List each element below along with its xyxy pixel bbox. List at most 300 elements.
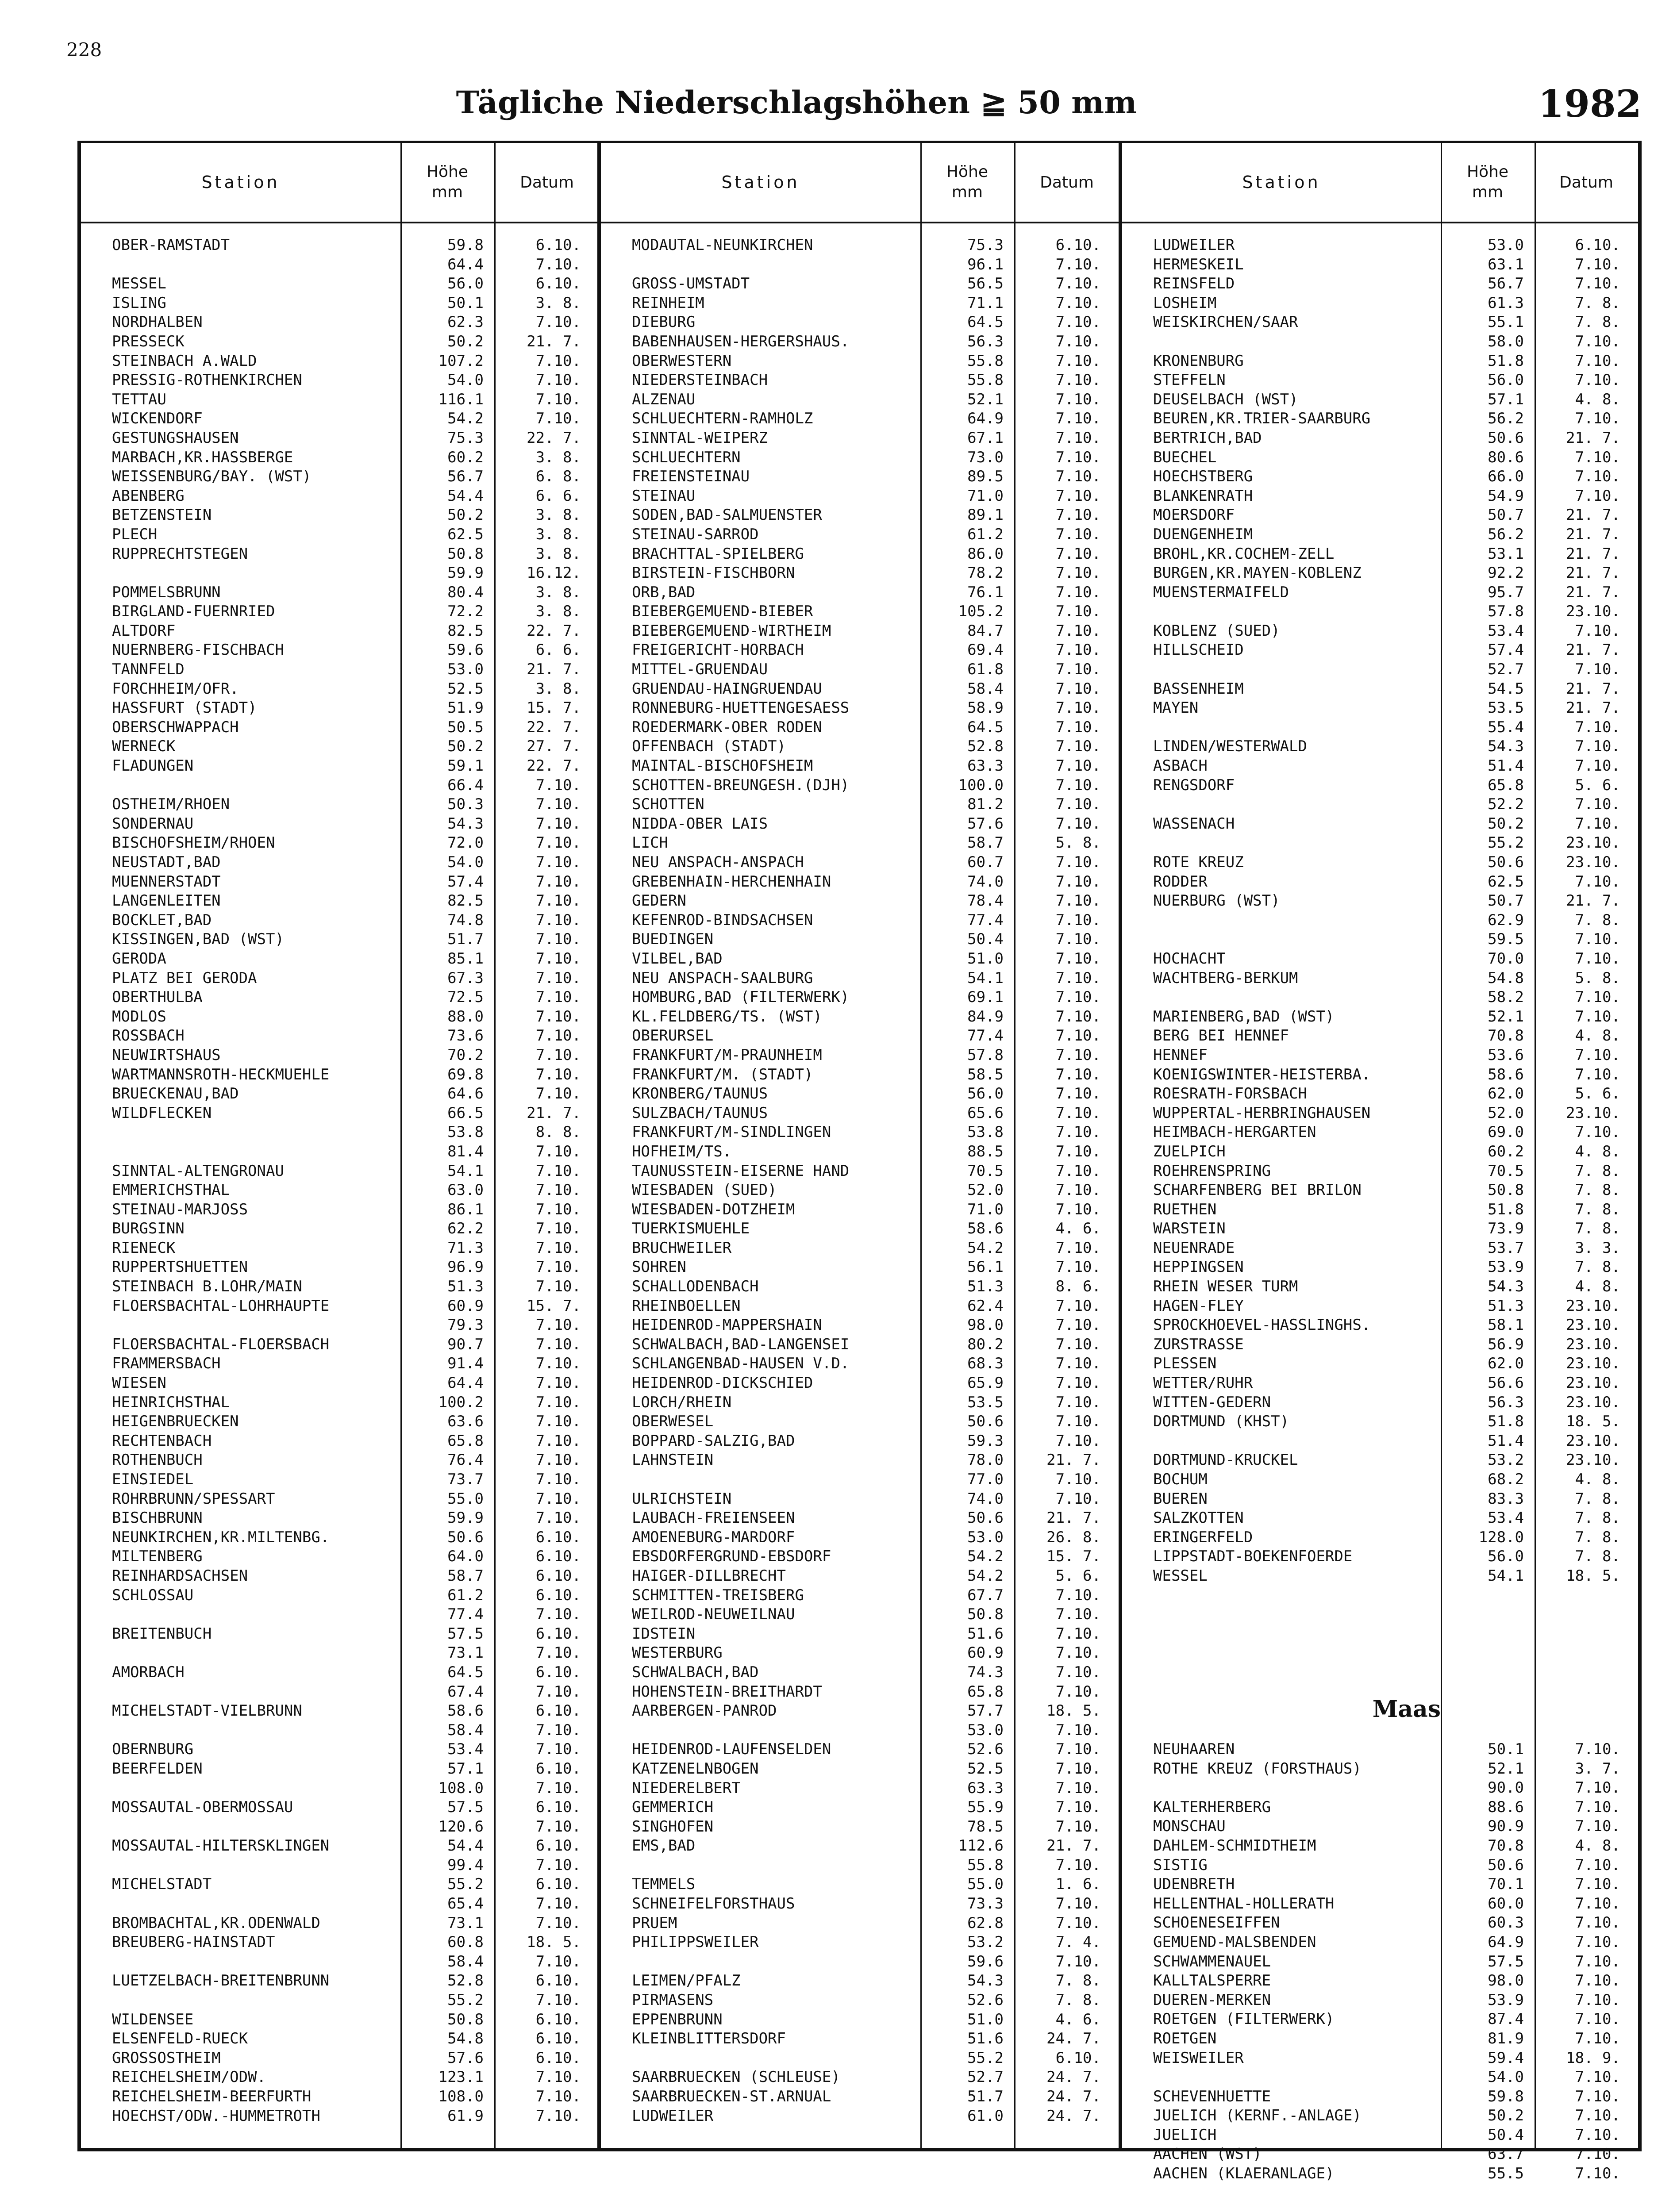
date-value: 24. 7. (1046, 2068, 1101, 2086)
date-value: 7.10. (1055, 1027, 1101, 1045)
date-value: 6.10. (535, 1663, 581, 1681)
date-value: 7.10. (1055, 1374, 1101, 1392)
date-value: 7.10. (1575, 1817, 1620, 1836)
table-row (81, 390, 600, 410)
date-value: 6.10. (535, 2010, 581, 2028)
precipitation-value: 52.2 (1488, 795, 1524, 814)
date-value: 7.10. (535, 814, 581, 833)
date-value: 24. 7. (1046, 2030, 1101, 2048)
date-value: 7. 8. (1575, 1528, 1620, 1546)
station-name: BASSENHEIM (1153, 680, 1244, 698)
station-name: HILLSCHEID (1153, 641, 1244, 659)
station-name: SCHEVENHUETTE (1153, 2087, 1271, 2105)
station-name: ROEDERMARK-OBER RODEN (632, 718, 822, 736)
date-value: 15. 7. (527, 1297, 581, 1315)
date-value: 7.10. (1575, 988, 1620, 1006)
station-name: ROESRATH-FORSBACH (1153, 1085, 1307, 1103)
station-name: WIESBADEN (SUED) (632, 1181, 777, 1199)
precipitation-value: 69.1 (967, 988, 1004, 1006)
date-value: 7.10. (1575, 332, 1620, 350)
date-value: 4. 6. (1055, 1220, 1101, 1238)
precipitation-value: 51.8 (1488, 1200, 1524, 1218)
precipitation-value: 63.7 (1488, 2145, 1524, 2163)
precipitation-value: 59.3 (967, 1432, 1004, 1450)
date-value: 7.10. (1055, 1162, 1101, 1180)
precipitation-value: 89.1 (967, 506, 1004, 524)
table-row (601, 1547, 1119, 1567)
station-name: ALTDORF (112, 622, 176, 640)
precipitation-value: 116.1 (438, 390, 484, 408)
table-row (1122, 1297, 1638, 1316)
station-rows-2 (601, 236, 1119, 2126)
date-value: 23.10. (1566, 1374, 1620, 1392)
date-value: 7.10. (1055, 1239, 1101, 1257)
date-value: 7. 8. (1575, 1181, 1620, 1199)
date-value: 7.10. (535, 2107, 581, 2125)
table-row (81, 1354, 600, 1374)
station-name: LUDWEILER (632, 2107, 714, 2125)
precipitation-value: 75.3 (967, 236, 1004, 254)
station-name: LANGENLEITEN (112, 892, 221, 910)
precipitation-value: 50.6 (447, 1528, 484, 1546)
table-row (81, 1856, 600, 1875)
station-name: MODLOS (112, 1007, 166, 1025)
date-value: 18. 5. (1566, 1567, 1620, 1585)
date-value: 6.10. (535, 2030, 581, 2048)
date-value: 7.10. (535, 1914, 581, 1932)
table-row (81, 236, 600, 255)
table-row (81, 1624, 600, 1644)
table-row (1122, 2106, 1638, 2126)
station-name: GEMUEND-MALSBENDEN (1153, 1933, 1316, 1951)
precipitation-value: 56.9 (1488, 1335, 1524, 1353)
date-value: 7.10. (1055, 1914, 1101, 1932)
date-value: 7. 8. (1575, 1509, 1620, 1527)
station-name: SODEN,BAD-SALMUENSTER (632, 506, 822, 524)
station-name: HAIGER-DILLBRECHT (632, 1567, 786, 1585)
table-row (1122, 949, 1638, 969)
precipitation-value: 56.7 (1488, 275, 1524, 293)
table-row (601, 313, 1119, 332)
table-row (601, 1509, 1119, 1528)
date-value: 7.10. (535, 1471, 581, 1488)
panel-divider (1119, 143, 1122, 2151)
table-row (81, 1258, 600, 1277)
precipitation-value: 86.1 (447, 1200, 484, 1218)
date-value: 21. 7. (1566, 545, 1620, 563)
table-row (1122, 487, 1638, 506)
date-value: 7.10. (1055, 737, 1101, 756)
station-name: FORCHHEIM/OFR. (112, 680, 239, 698)
date-value: 7.10. (535, 1316, 581, 1334)
header-hoehe-label: Höhe (1466, 163, 1509, 181)
precipitation-value: 56.0 (967, 1085, 1004, 1103)
station-name: BEERFELDEN (112, 1759, 203, 1778)
precipitation-value: 55.8 (967, 1856, 1004, 1874)
station-name: OBERWESEL (632, 1413, 714, 1431)
table-row (1122, 1567, 1638, 1586)
table-row (601, 1162, 1119, 1181)
table-row (601, 969, 1119, 988)
header-hoehe (400, 143, 494, 222)
precipitation-value: 50.2 (447, 506, 484, 524)
date-value: 7.10. (1575, 1856, 1620, 1874)
station-name: SCHWAMMENAUEL (1153, 1952, 1271, 1970)
table-row (81, 371, 600, 390)
table-row (601, 1490, 1119, 1509)
table-row (601, 1644, 1119, 1663)
precipitation-value: 66.4 (447, 776, 484, 794)
table-row (81, 255, 600, 275)
table-row (601, 1875, 1119, 1894)
date-value: 3. 8. (535, 506, 581, 524)
table-row (601, 718, 1119, 737)
station-name: HEIDENROD-MAPPERSHAIN (632, 1316, 822, 1334)
table-row (601, 1451, 1119, 1470)
station-name: STEINBACH A.WALD (112, 352, 257, 370)
station-name: TEMMELS (632, 1875, 696, 1893)
date-value: 8. 8. (535, 1123, 581, 1141)
date-value: 3. 3. (1575, 1239, 1620, 1257)
station-name: ULRICHSTEIN (632, 1490, 732, 1508)
date-value: 7.10. (1055, 352, 1101, 370)
date-value: 23.10. (1566, 1355, 1620, 1373)
date-value: 7.10. (535, 1779, 581, 1797)
precipitation-value: 53.4 (1488, 622, 1524, 640)
precipitation-value: 59.9 (447, 1509, 484, 1527)
table-row (601, 2049, 1119, 2068)
station-name: SCHARFENBERG BEI BRILON (1153, 1181, 1362, 1199)
table-row (601, 1104, 1119, 1123)
precipitation-value: 64.4 (447, 255, 484, 273)
station-name: GEDERN (632, 892, 686, 910)
table-row (601, 506, 1119, 525)
station-name: ZUELPICH (1153, 1142, 1226, 1160)
station-name: BISCHBRUNN (112, 1509, 203, 1527)
table-row (1122, 1316, 1638, 1335)
precipitation-value: 58.5 (967, 1065, 1004, 1083)
table-row (1122, 352, 1638, 371)
table-row (81, 1952, 600, 1972)
precipitation-value: 51.0 (967, 2010, 1004, 2028)
precipitation-value: 65.6 (967, 1104, 1004, 1122)
date-value: 7.10. (535, 371, 581, 389)
station-name: EINSIEDEL (112, 1471, 194, 1488)
precipitation-value: 70.8 (1488, 1027, 1524, 1045)
date-value: 7.10. (1055, 1065, 1101, 1083)
table-row (601, 776, 1119, 795)
station-name: BUEDINGEN (632, 930, 714, 949)
table-row (1122, 1335, 1638, 1355)
station-name: NEUSTADT,BAD (112, 853, 221, 871)
date-value: 7.10. (535, 1220, 581, 1238)
date-value: 6.10. (535, 1875, 581, 1893)
precipitation-value: 61.0 (967, 2107, 1004, 2125)
date-value: 4. 8. (1575, 1278, 1620, 1296)
station-name: ASBACH (1153, 757, 1208, 775)
table-row (1122, 313, 1638, 332)
precipitation-value: 55.8 (967, 371, 1004, 389)
station-name: HEIDENROD-DICKSCHIED (632, 1374, 813, 1392)
table-row (601, 891, 1119, 911)
table-row (1122, 1162, 1638, 1181)
station-name: STEINBACH B.LOHR/MAIN (112, 1278, 302, 1296)
precipitation-value: 55.0 (967, 1875, 1004, 1893)
station-name: KOBLENZ (SUED) (1153, 622, 1280, 640)
table-row (601, 1084, 1119, 1104)
station-name: HELLENTHAL-HOLLERATH (1153, 1894, 1335, 1912)
table-row (81, 1779, 600, 1798)
station-name: OFFENBACH (STADT) (632, 737, 786, 756)
date-value: 6.10. (1055, 236, 1101, 254)
date-value: 7.10. (535, 1374, 581, 1392)
table-row (1122, 1104, 1638, 1123)
date-value: 7.10. (1055, 1644, 1101, 1662)
date-value: 24. 7. (1046, 2088, 1101, 2105)
precipitation-value: 57.4 (447, 872, 484, 891)
station-name: HEPPINGSEN (1153, 1258, 1244, 1276)
station-name: FREIGERICHT-HORBACH (632, 641, 804, 659)
station-name: WIESEN (112, 1374, 166, 1392)
precipitation-value: 58.7 (967, 834, 1004, 852)
date-value: 7.10. (1055, 603, 1101, 621)
date-value: 6.10. (535, 1567, 581, 1585)
precipitation-value: 54.1 (447, 1162, 484, 1180)
date-value: 7.10. (535, 1605, 581, 1624)
station-name: SAARBRUECKEN (SCHLEUSE) (632, 2068, 840, 2086)
table-row (81, 911, 600, 930)
table-row (601, 1470, 1119, 1490)
precipitation-value: 67.4 (447, 1682, 484, 1701)
precipitation-value: 50.2 (447, 332, 484, 350)
station-name: MICHELSTADT-VIELBRUNN (112, 1702, 302, 1720)
table-row (1122, 1971, 1638, 1991)
station-name: DORTMUND (KHST) (1153, 1413, 1289, 1431)
station-name: TUERKISMUEHLE (632, 1220, 750, 1238)
date-value: 7.10. (1575, 718, 1620, 736)
precipitation-value: 53.1 (1488, 545, 1524, 563)
table-row (81, 487, 600, 506)
precipitation-value: 54.4 (447, 487, 484, 505)
table-row (601, 1046, 1119, 1065)
date-value: 7.10. (1055, 622, 1101, 640)
precipitation-value: 53.8 (967, 1123, 1004, 1141)
date-value: 23.10. (1566, 1297, 1620, 1315)
station-name: KALTERHERBERG (1153, 1798, 1271, 1816)
table-row (601, 911, 1119, 930)
table-row (1122, 506, 1638, 525)
station-name: KATZENELNBOGEN (632, 1759, 759, 1778)
table-row (1122, 2126, 1638, 2145)
precipitation-value: 53.7 (1488, 1239, 1524, 1257)
station-name: MICHELSTADT (112, 1875, 212, 1893)
date-value: 7.10. (1055, 795, 1101, 814)
precipitation-value: 76.4 (447, 1451, 484, 1469)
precipitation-value: 62.0 (1488, 1085, 1524, 1103)
table-row (601, 236, 1119, 255)
table-row (601, 833, 1119, 853)
table-row (1122, 622, 1638, 641)
date-value: 7.10. (1575, 1065, 1620, 1083)
table-row (81, 2068, 600, 2087)
precipitation-value: 50.6 (967, 1413, 1004, 1431)
precipitation-value: 62.5 (447, 525, 484, 543)
station-name: MUENSTERMAIFELD (1153, 583, 1289, 601)
precipitation-value: 58.9 (967, 699, 1004, 717)
date-value: 7.10. (535, 313, 581, 331)
date-value: 7.10. (1575, 814, 1620, 833)
table-row (601, 2068, 1119, 2087)
station-name: SAARBRUECKEN-ST.ARNUAL (632, 2088, 831, 2105)
table-row (601, 1432, 1119, 1451)
table-row (601, 564, 1119, 583)
station-name: KOENIGSWINTER-HEISTERBA. (1153, 1065, 1371, 1083)
date-value: 7.10. (1055, 1586, 1101, 1604)
table-row (81, 718, 600, 737)
table-row (1122, 1875, 1638, 1894)
date-value: 3. 8. (535, 680, 581, 698)
precipitation-value: 107.2 (438, 352, 484, 370)
table-row (81, 1297, 600, 1316)
precipitation-value: 60.0 (1488, 1894, 1524, 1912)
date-value: 6.10. (535, 1837, 581, 1855)
date-value: 7.10. (535, 1085, 581, 1103)
date-value: 23.10. (1566, 1451, 1620, 1469)
date-value: 6.10. (535, 1972, 581, 1990)
station-name: ROHRBRUNN/SPESSART (112, 1490, 275, 1508)
precipitation-value: 77.4 (447, 1605, 484, 1624)
date-value: 7.10. (1055, 545, 1101, 563)
table-row (81, 467, 600, 487)
precipitation-value: 50.5 (447, 718, 484, 736)
date-value: 4. 8. (1575, 390, 1620, 408)
precipitation-value: 55.2 (447, 1875, 484, 1893)
date-value: 7.10. (1055, 429, 1101, 447)
date-value: 7.10. (1055, 1682, 1101, 1701)
station-name: AACHEN (KLAERANLAGE) (1153, 2165, 1335, 2183)
precipitation-value: 76.1 (967, 583, 1004, 601)
station-name: BOCKLET,BAD (112, 911, 212, 929)
precipitation-value: 72.2 (447, 603, 484, 621)
table-row (1122, 2010, 1638, 2029)
table-row (81, 891, 600, 911)
precipitation-value: 65.8 (1488, 776, 1524, 794)
table-row (1122, 236, 1638, 255)
table-row (1122, 641, 1638, 660)
table-row (601, 1798, 1119, 1817)
table-row (81, 1759, 600, 1779)
precipitation-value: 70.8 (1488, 1836, 1524, 1855)
station-rows-3 (1122, 236, 1638, 1586)
station-name: NORDHALBEN (112, 313, 203, 331)
station-name: ERINGERFELD (1153, 1528, 1253, 1546)
station-name: PIRMASENS (632, 1991, 714, 2009)
date-value: 7.10. (1055, 699, 1101, 717)
station-name: HOFHEIM/TS. (632, 1142, 732, 1160)
date-value: 7.10. (535, 1991, 581, 2009)
date-value: 7.10. (1055, 468, 1101, 486)
precipitation-value: 54.1 (967, 969, 1004, 987)
date-value: 7.10. (1575, 757, 1620, 775)
station-name: KLEINBLITTERSDORF (632, 2030, 786, 2048)
header-hoehe (920, 143, 1014, 222)
table-row (1122, 2068, 1638, 2087)
station-name: WESSEL (1153, 1567, 1208, 1585)
date-value: 21. 7. (1046, 1451, 1101, 1469)
date-value: 23.10. (1566, 834, 1620, 852)
table-row (81, 949, 600, 969)
station-name: SINGHOFEN (632, 1817, 714, 1836)
station-name: MOERSDORF (1153, 506, 1235, 524)
table-row (601, 737, 1119, 757)
station-name: KRONENBURG (1153, 352, 1244, 370)
station-name: UDENBRETH (1153, 1875, 1235, 1893)
table-row (81, 699, 600, 718)
station-name: MAINTAL-BISCHOFSHEIM (632, 757, 813, 775)
table-row (81, 448, 600, 468)
table-row (81, 2049, 600, 2068)
station-name: BISCHOFSHEIM/RHOEN (112, 834, 275, 852)
precipitation-value: 62.5 (1488, 872, 1524, 891)
table-row (601, 622, 1119, 641)
date-value: 7.10. (1055, 1123, 1101, 1141)
table-row (81, 429, 600, 448)
date-value: 7.10. (1575, 1007, 1620, 1025)
table-row (1122, 332, 1638, 352)
table-row (81, 2087, 600, 2107)
table-row (1122, 1412, 1638, 1432)
precipitation-value: 82.5 (447, 622, 484, 640)
date-value: 7.10. (535, 892, 581, 910)
precipitation-value: 56.3 (967, 332, 1004, 350)
precipitation-value: 54.0 (447, 853, 484, 871)
station-name: PLECH (112, 525, 158, 543)
station-name: BIEBERGEMUEND-BIEBER (632, 603, 813, 621)
station-name: MESSEL (112, 275, 166, 293)
precipitation-value: 51.7 (967, 2088, 1004, 2105)
date-value: 7.10. (1055, 1471, 1101, 1488)
precipitation-value: 65.4 (447, 1895, 484, 1913)
precipitation-value: 73.1 (447, 1914, 484, 1932)
table-row (1122, 1991, 1638, 2010)
station-name: SPROCKHOEVEL-HASSLINGHS. (1153, 1316, 1371, 1334)
station-name: MOSSAUTAL-OBERMOSSAU (112, 1798, 293, 1816)
date-value: 7.10. (1055, 1085, 1101, 1103)
station-name: MILTENBERG (112, 1548, 203, 1566)
precipitation-value: 51.0 (967, 949, 1004, 968)
table-row (1122, 1065, 1638, 1085)
table-row (1122, 1219, 1638, 1239)
station-name: OBERURSEL (632, 1027, 714, 1045)
precipitation-value: 55.2 (447, 1991, 484, 2009)
station-name: REICHELSHEIM-BEERFURTH (112, 2088, 312, 2105)
table-row (1122, 1759, 1638, 1779)
station-name: OBERTHULBA (112, 988, 203, 1006)
station-name: PRESSECK (112, 332, 185, 350)
precipitation-value: 73.7 (447, 1471, 484, 1488)
date-value: 8. 6. (1055, 1278, 1101, 1296)
table-row (1122, 448, 1638, 468)
precipitation-value: 100.0 (958, 776, 1004, 794)
station-name: WEISKIRCHEN/SAAR (1153, 313, 1298, 331)
date-value: 7.10. (1055, 1297, 1101, 1315)
station-name: NEU ANSPACH-SAALBURG (632, 969, 813, 987)
header-hoehe-unit: mm (431, 183, 463, 201)
precipitation-value: 50.2 (447, 737, 484, 756)
station-name: STEINAU-MARJOSS (112, 1200, 248, 1218)
station-name: ROSSBACH (112, 1027, 185, 1045)
date-value: 7.10. (535, 390, 581, 408)
